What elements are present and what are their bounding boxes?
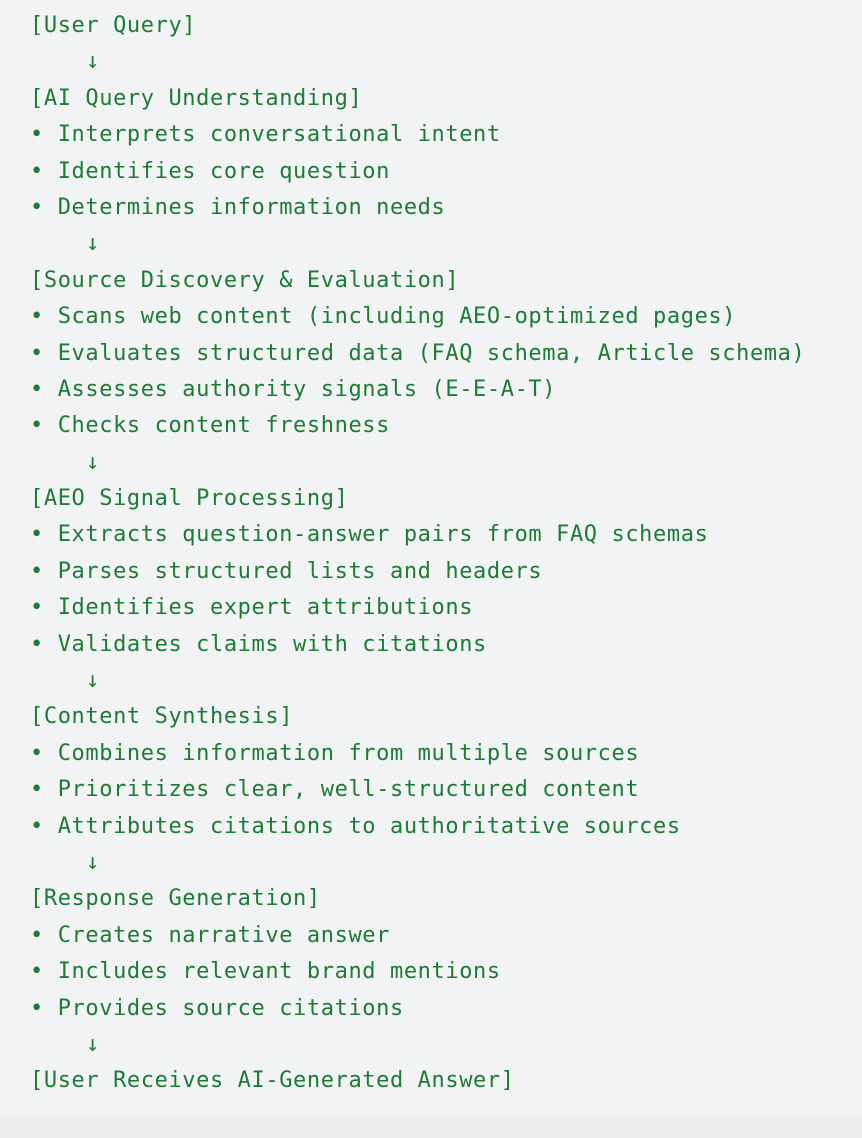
bullet-item: • Validates claims with citations <box>30 631 487 657</box>
bullet-item: • Assesses authority signals (E-E-A-T) <box>30 376 557 402</box>
stage-label: [User Receives AI-Generated Answer] <box>30 1068 515 1094</box>
bullet-item: • Includes relevant brand mentions <box>30 959 501 985</box>
stage-label: [AEO Signal Processing] <box>30 486 349 512</box>
bullet-item: • Prioritizes clear, well-structured content <box>30 777 640 803</box>
stage-label: [AI Query Understanding] <box>30 85 363 111</box>
stage-label: [User Query] <box>30 13 197 38</box>
bullet-item: • Identifies core question <box>30 158 390 184</box>
bullet-item: • Checks content freshness <box>30 413 390 439</box>
bullet-item: • Evaluates structured data (FAQ schema, Article schema) <box>30 340 806 366</box>
bullet-item: • Provides source citations <box>30 995 404 1021</box>
bullet-item: • Determines information needs <box>30 194 446 220</box>
stage-label: [Source Discovery & Evaluation] <box>30 267 460 293</box>
bullet-item: • Parses structured lists and headers <box>30 558 543 584</box>
flow-arrow-icon: ↓ <box>86 231 100 257</box>
bottom-divider-band <box>0 1116 862 1138</box>
flow-arrow-icon: ↓ <box>86 1031 100 1057</box>
bullet-item: • Interprets conversational intent <box>30 122 501 148</box>
stage-label: [Content Synthesis] <box>30 704 294 730</box>
flow-arrow-icon: ↓ <box>86 449 100 475</box>
bullet-item: • Identifies expert attributions <box>30 595 474 621</box>
bullet-item: • Scans web content (including AEO-optimized pages) <box>30 304 737 330</box>
flow-arrow-icon: ↓ <box>86 668 100 694</box>
flow-diagram-code-block <box>30 8 805 1100</box>
bullet-item: • Extracts question-answer pairs from FAQ schemas <box>30 522 709 548</box>
flow-arrow-icon: ↓ <box>86 849 100 875</box>
stage-label: [Response Generation] <box>30 886 321 912</box>
bullet-item: • Attributes citations to authoritative sources <box>30 813 681 839</box>
bullet-item: • Creates narrative answer <box>30 922 390 948</box>
bullet-item: • Combines information from multiple sources <box>30 740 640 766</box>
flow-arrow-icon: ↓ <box>86 49 100 75</box>
